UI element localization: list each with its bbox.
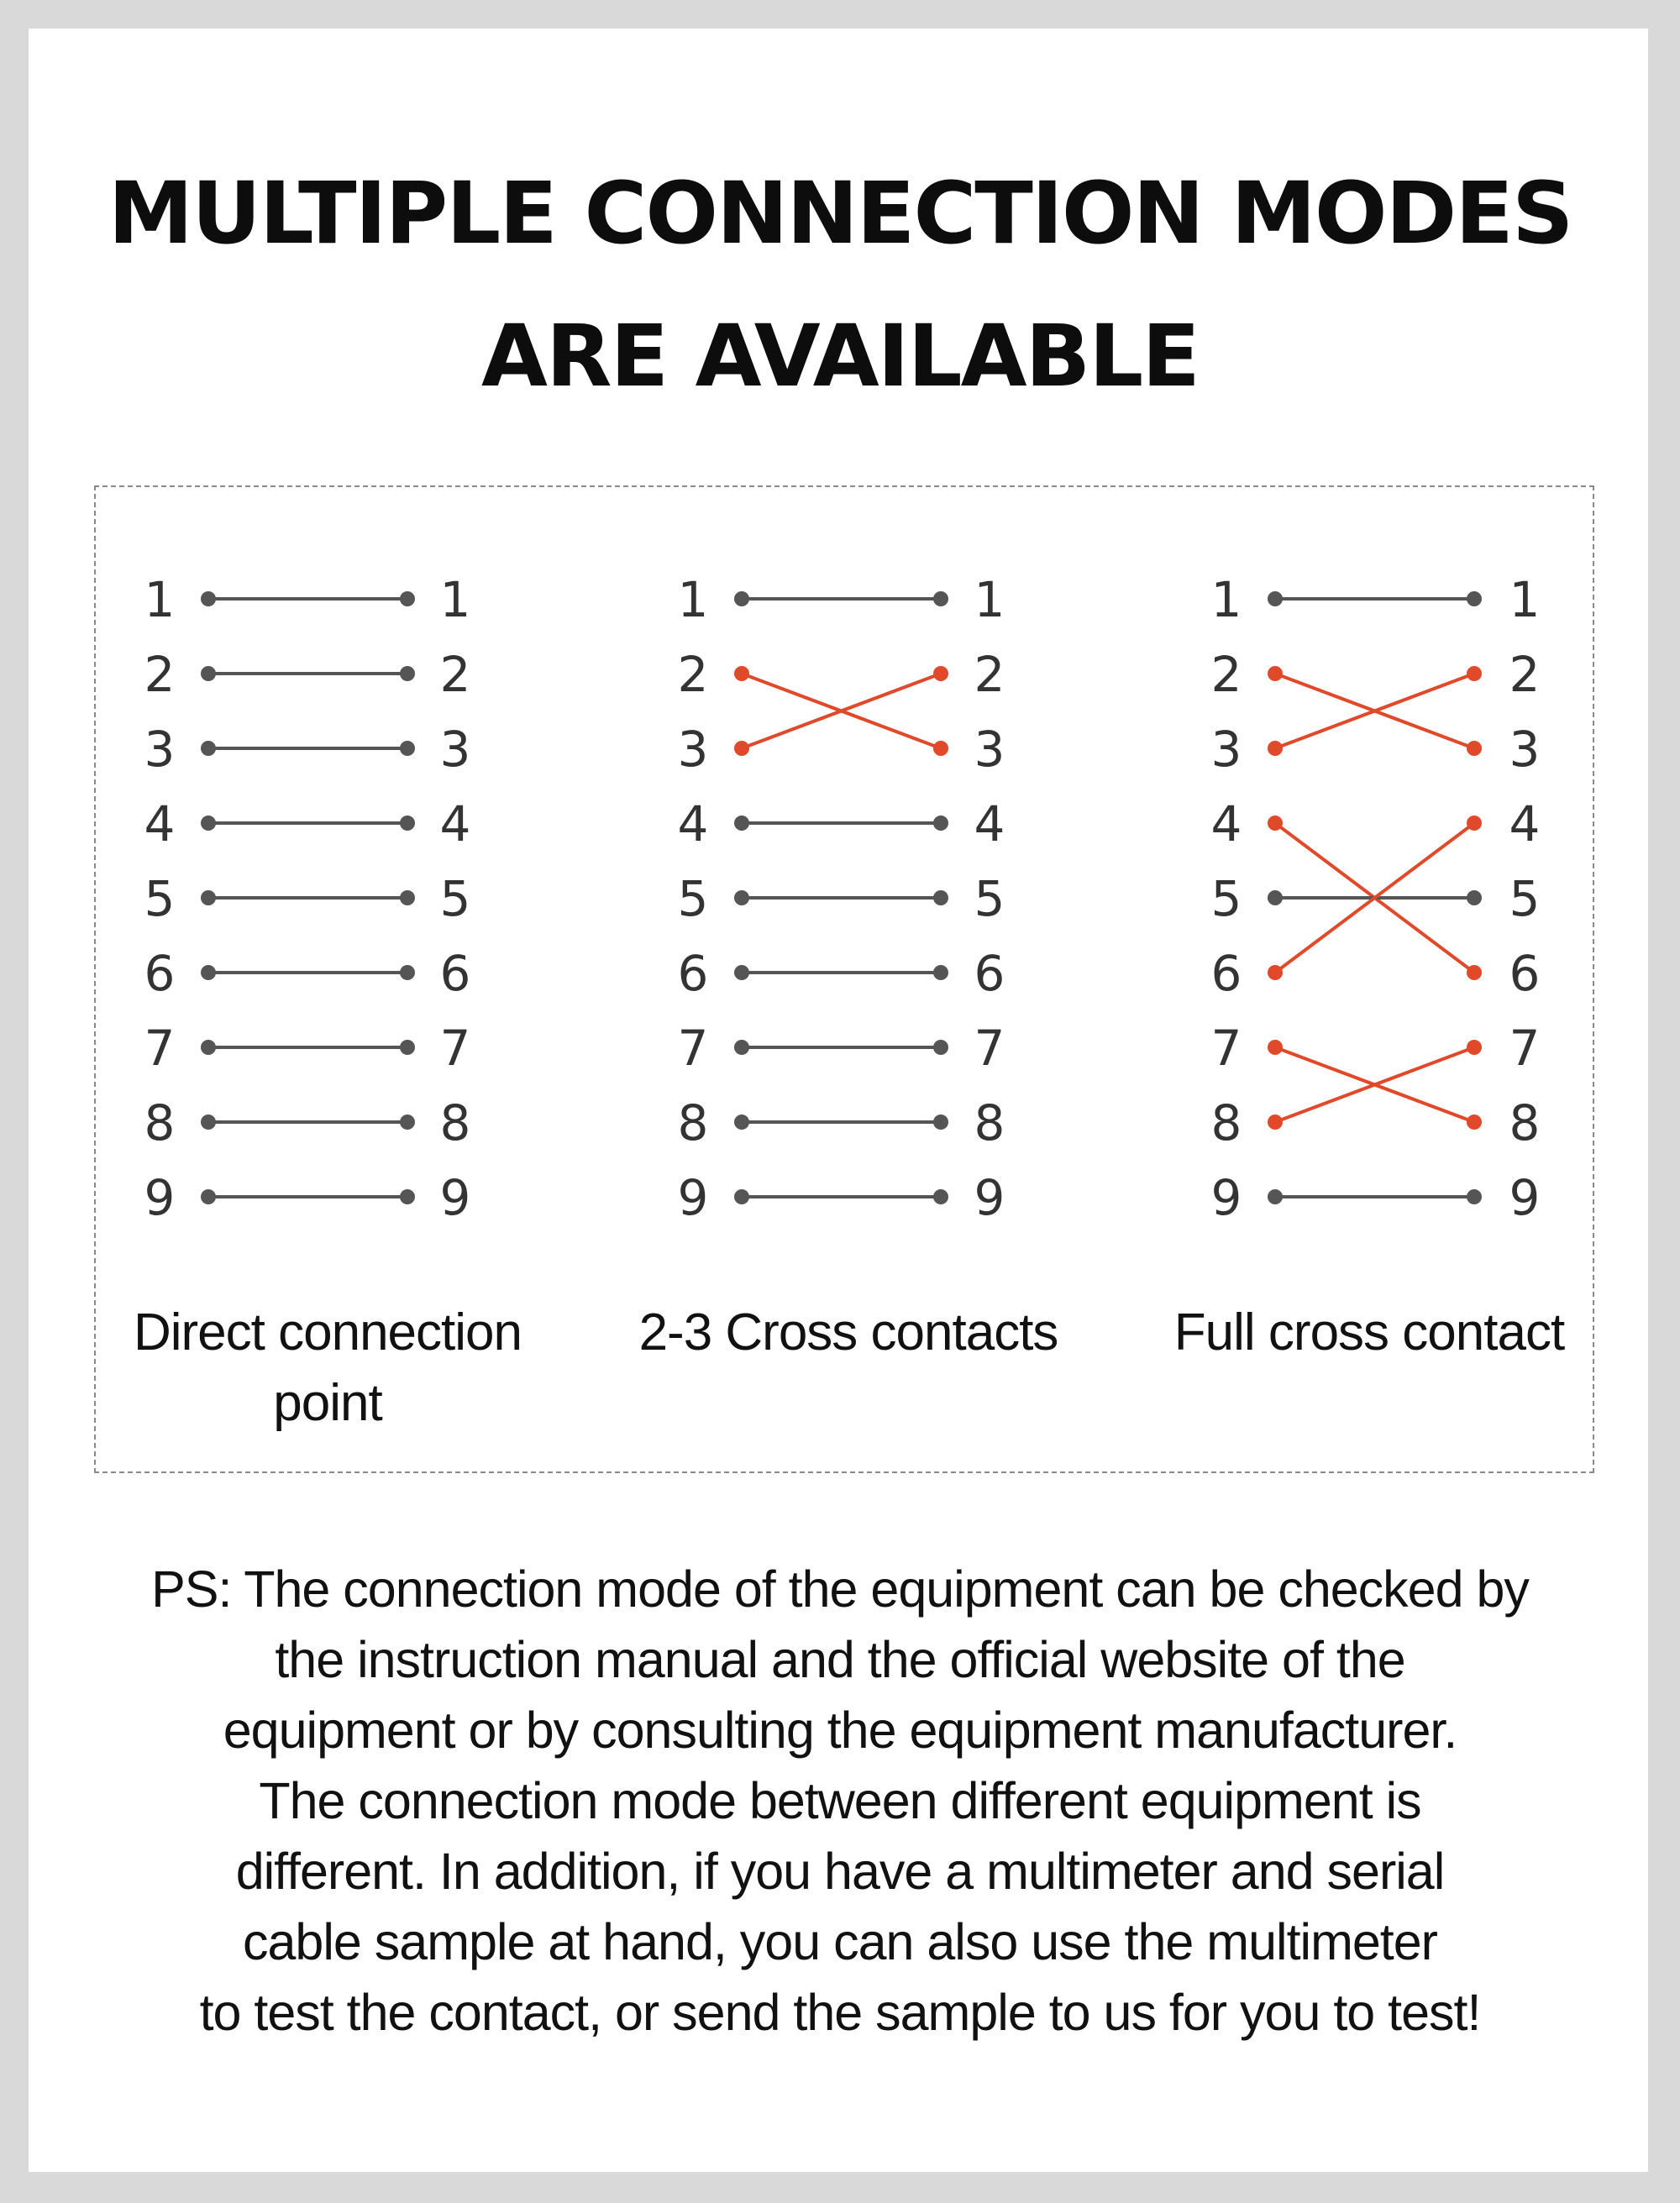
pin-dot-right [933, 591, 948, 606]
pin-label-left: 4 [1210, 795, 1242, 852]
pin-label-left: 8 [1210, 1094, 1242, 1151]
title-line-1: MULTIPLE CONNECTION MODES [108, 164, 1572, 264]
note-line-7: to test the contact, or send the sample to us for you to test! [199, 1984, 1481, 2041]
pin-label-right: 7 [1509, 1020, 1541, 1077]
pin-label-left: 1 [1210, 571, 1242, 628]
pin-label-right: 9 [974, 1169, 1005, 1226]
pin-label-left: 6 [1210, 945, 1242, 1002]
pin-dot-right [400, 965, 415, 980]
pin-dot-right [1467, 666, 1482, 681]
pin-label-left: 3 [144, 721, 176, 778]
note-line-3: equipment or by consulting the equipment manufacturer. [223, 1702, 1457, 1759]
pin-label-left: 1 [144, 571, 176, 628]
pin-dot-right [933, 816, 948, 831]
pin-dot-left [734, 890, 749, 905]
pin-label-left: 8 [144, 1094, 176, 1151]
pin-label-right: 8 [974, 1094, 1005, 1151]
pin-label-left: 2 [144, 646, 176, 703]
pin-label-left: 5 [1210, 870, 1242, 927]
pin-label-right: 1 [439, 571, 471, 628]
caption-direct-line-1: Direct connection [133, 1303, 522, 1361]
pin-dot-right [400, 890, 415, 905]
pin-dot-left [201, 816, 216, 831]
pin-label-right: 4 [974, 795, 1005, 852]
pin-label-right: 3 [974, 721, 1005, 778]
pin-label-left: 7 [144, 1020, 176, 1077]
pin-dot-right [933, 965, 948, 980]
pin-dot-left [734, 1115, 749, 1130]
pin-dot-left [201, 666, 216, 681]
pin-label-right: 2 [439, 646, 471, 703]
ps-note [84, 1554, 1596, 2048]
note-line-1: PS: The connection mode of the equipment can be checked by [151, 1560, 1529, 1618]
pin-label-right: 9 [439, 1169, 471, 1226]
pin-dot-left [201, 1189, 216, 1204]
pin-label-left: 8 [677, 1094, 709, 1151]
pin-dot-right [400, 591, 415, 606]
pin-dot-left [734, 816, 749, 831]
pin-label-right: 8 [439, 1094, 471, 1151]
pin-label-left: 9 [677, 1169, 709, 1226]
pin-label-right: 5 [439, 870, 471, 927]
pin-label-right: 7 [974, 1020, 1005, 1077]
pin-label-right: 2 [1509, 646, 1541, 703]
pin-dot-left [201, 1115, 216, 1130]
pin-dot-right [933, 890, 948, 905]
note-line-2: the instruction manual and the official website of the [275, 1631, 1405, 1688]
pin-dot-right [400, 666, 415, 681]
pin-label-left: 4 [677, 795, 709, 852]
pin-dot-right [1467, 591, 1482, 606]
pin-dot-right [400, 1189, 415, 1204]
pin-dot-left [734, 1040, 749, 1055]
pin-label-right: 2 [974, 646, 1005, 703]
pin-dot-right [1467, 1189, 1482, 1204]
pin-dot-left [1268, 1040, 1283, 1055]
caption-full-cross-line-1: Full cross contact [1173, 1303, 1565, 1361]
pin-label-left: 2 [677, 646, 709, 703]
pin-label-left: 9 [1210, 1169, 1242, 1226]
pin-label-right: 3 [1509, 721, 1541, 778]
pin-dot-left [734, 1189, 749, 1204]
pin-label-left: 6 [677, 945, 709, 1002]
pin-label-left: 5 [144, 870, 176, 927]
pin-dot-left [201, 1040, 216, 1055]
pin-dot-left [734, 741, 749, 756]
pin-label-right: 5 [974, 870, 1005, 927]
pin-label-left: 6 [144, 945, 176, 1002]
pin-dot-left [1268, 666, 1283, 681]
note-line-4: The connection mode between different equipment is [259, 1772, 1421, 1829]
pin-label-left: 5 [677, 870, 709, 927]
pin-label-right: 7 [439, 1020, 471, 1077]
pin-dot-right [1467, 741, 1482, 756]
pin-label-left: 7 [1210, 1020, 1242, 1077]
pin-label-left: 3 [677, 721, 709, 778]
pin-dot-left [201, 741, 216, 756]
pin-label-right: 1 [1509, 571, 1541, 628]
pin-dot-left [1268, 890, 1283, 905]
pin-dot-right [1467, 1115, 1482, 1130]
pin-dot-right [1467, 1040, 1482, 1055]
pin-label-left: 2 [1210, 646, 1242, 703]
pin-label-right: 3 [439, 721, 471, 778]
pin-dot-left [1268, 816, 1283, 831]
pin-dot-left [1268, 965, 1283, 980]
pin-dot-right [1467, 965, 1482, 980]
caption-cross-2-3 [622, 1298, 1075, 1368]
pin-dot-right [1467, 816, 1482, 831]
pin-label-right: 6 [1509, 945, 1541, 1002]
caption-direct-line-2: point [273, 1374, 382, 1432]
pin-label-right: 5 [1509, 870, 1541, 927]
pin-dot-left [201, 965, 216, 980]
pin-dot-right [400, 741, 415, 756]
pin-dot-left [1268, 1115, 1283, 1130]
pin-dot-right [400, 816, 415, 831]
pin-dot-right [400, 1040, 415, 1055]
pin-label-left: 1 [677, 571, 709, 628]
pin-label-right: 6 [974, 945, 1005, 1002]
pin-dot-left [201, 890, 216, 905]
pin-dot-right [400, 1115, 415, 1130]
pin-dot-right [933, 666, 948, 681]
pin-label-right: 6 [439, 945, 471, 1002]
pin-dot-right [933, 1189, 948, 1204]
pin-label-left: 7 [677, 1020, 709, 1077]
pin-dot-left [734, 591, 749, 606]
pin-dot-left [734, 666, 749, 681]
pin-dot-left [201, 591, 216, 606]
caption-full-cross [1151, 1298, 1588, 1368]
pin-label-right: 9 [1509, 1169, 1541, 1226]
caption-direct [109, 1298, 546, 1439]
pin-dot-left [1268, 1189, 1283, 1204]
pin-label-right: 8 [1509, 1094, 1541, 1151]
pin-dot-left [1268, 741, 1283, 756]
pin-dot-left [1268, 591, 1283, 606]
pin-label-right: 1 [974, 571, 1005, 628]
pin-label-right: 4 [439, 795, 471, 852]
pin-dot-right [933, 741, 948, 756]
pin-label-left: 3 [1210, 721, 1242, 778]
pin-label-left: 4 [144, 795, 176, 852]
pin-dot-right [933, 1115, 948, 1130]
pin-dot-left [734, 965, 749, 980]
pin-dot-right [1467, 890, 1482, 905]
note-line-5: different. In addition, if you have a multimeter and serial [235, 1843, 1445, 1900]
note-line-6: cable sample at hand, you can also use the multimeter [243, 1913, 1437, 1970]
title-line-2: ARE AVAILABLE [481, 307, 1199, 407]
pin-dot-right [933, 1040, 948, 1055]
pin-label-right: 4 [1509, 795, 1541, 852]
caption-cross-2-3-line-1: 2-3 Cross contacts [638, 1303, 1058, 1361]
pin-label-left: 9 [144, 1169, 176, 1226]
